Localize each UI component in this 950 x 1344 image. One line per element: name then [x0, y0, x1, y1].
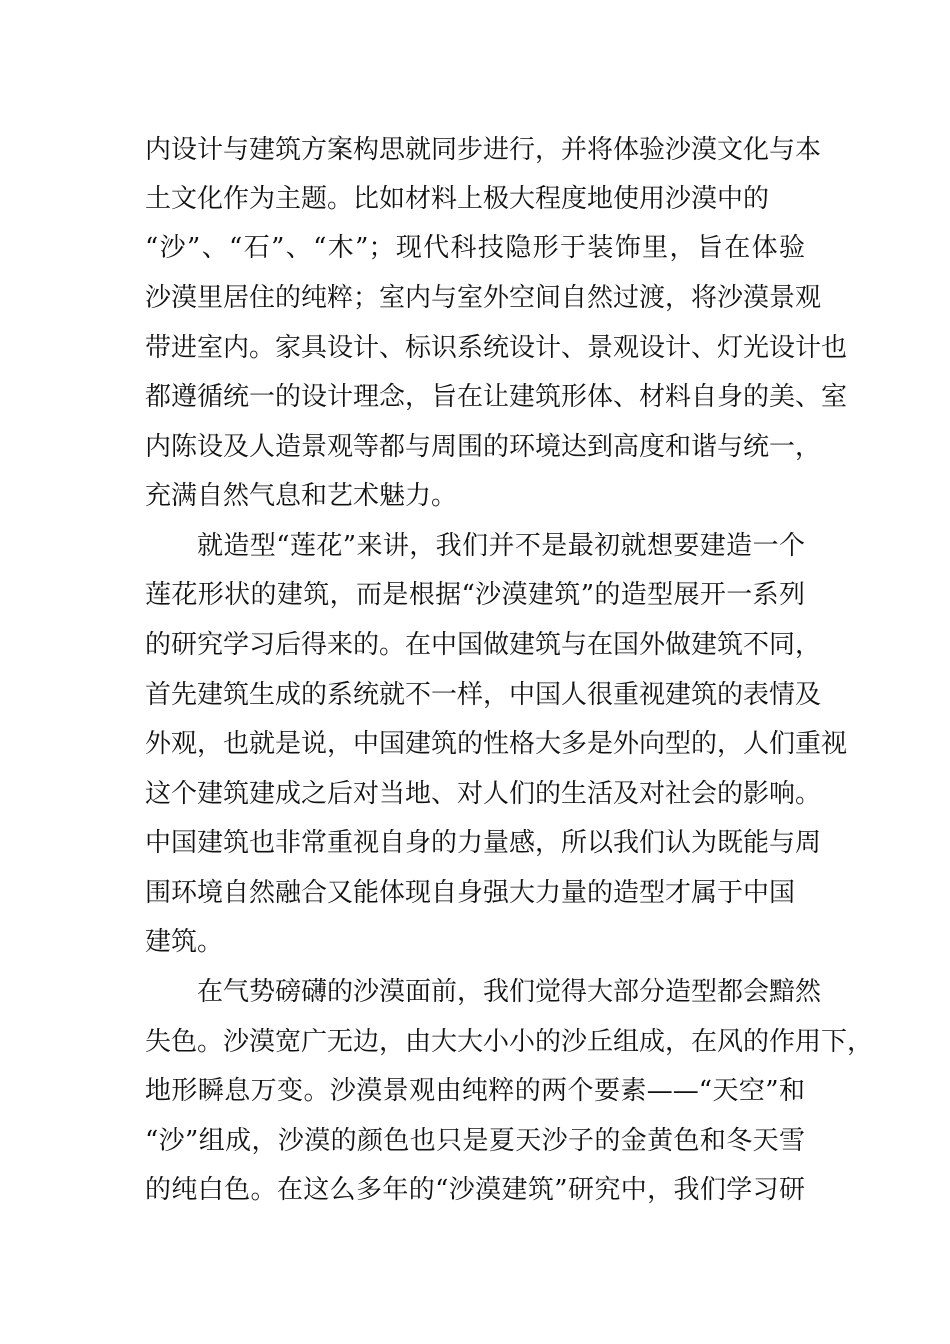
text-line: 莲花形状的建筑，而是根据“沙漠建筑”的造型展开一系列	[145, 580, 805, 610]
text-line: 失色。沙漠宽广无边，由大大小小的沙丘组成，在风的作用下，	[145, 1027, 874, 1057]
text-line: 的纯白色。在这么多年的“沙漠建筑”研究中，我们学习研	[145, 1175, 805, 1205]
text-line: 内陈设及人造景观等都与周围的环境达到高度和谐与统一，	[145, 432, 822, 462]
text-line: 内设计与建筑方案构思就同步进行，并将体验沙漠文化与本	[145, 135, 822, 165]
text-line: 建筑。	[145, 927, 224, 957]
text-line: “沙”组成，沙漠的颜色也只是夏天沙子的金黄色和冬天雪	[145, 1126, 805, 1156]
text-line: 充满自然气息和艺术魅力。	[145, 481, 458, 511]
text-line: 都遵循统一的设计理念，旨在让建筑形体、材料自身的美、室	[145, 382, 848, 412]
text-line: “沙”、“石”、“木”；现代科技隐形于装饰里，旨在体验	[145, 233, 805, 263]
text-line: 地形瞬息万变。沙漠景观由纯粹的两个要素——“天空”和	[145, 1076, 805, 1106]
text-line: 的研究学习后得来的。在中国做建筑与在国外做建筑不同，	[145, 630, 822, 660]
text-line: 首先建筑生成的系统就不一样，中国人很重视建筑的表情及	[145, 680, 822, 710]
paragraph-first-line: 就造型“莲花”来讲，我们并不是最初就想要建造一个	[197, 531, 805, 561]
text-line: 土文化作为主题。比如材料上极大程度地使用沙漠中的	[145, 184, 770, 214]
text-line: 中国建筑也非常重视自身的力量感，所以我们认为既能与周	[145, 828, 822, 858]
text-line: 围环境自然融合又能体现自身强大力量的造型才属于中国	[145, 878, 796, 908]
text-line: 带进室内。家具设计、标识系统设计、景观设计、灯光设计也	[145, 333, 848, 363]
paragraph-first-line: 在气势磅礴的沙漠面前，我们觉得大部分造型都会黯然	[197, 977, 822, 1007]
text-line: 外观，也就是说，中国建筑的性格大多是外向型的，人们重视	[145, 729, 848, 759]
text-line: 这个建筑建成之后对当地、对人们的生活及对社会的影响。	[145, 779, 822, 809]
text-line: 沙漠里居住的纯粹；室内与室外空间自然过渡，将沙漠景观	[145, 283, 822, 313]
